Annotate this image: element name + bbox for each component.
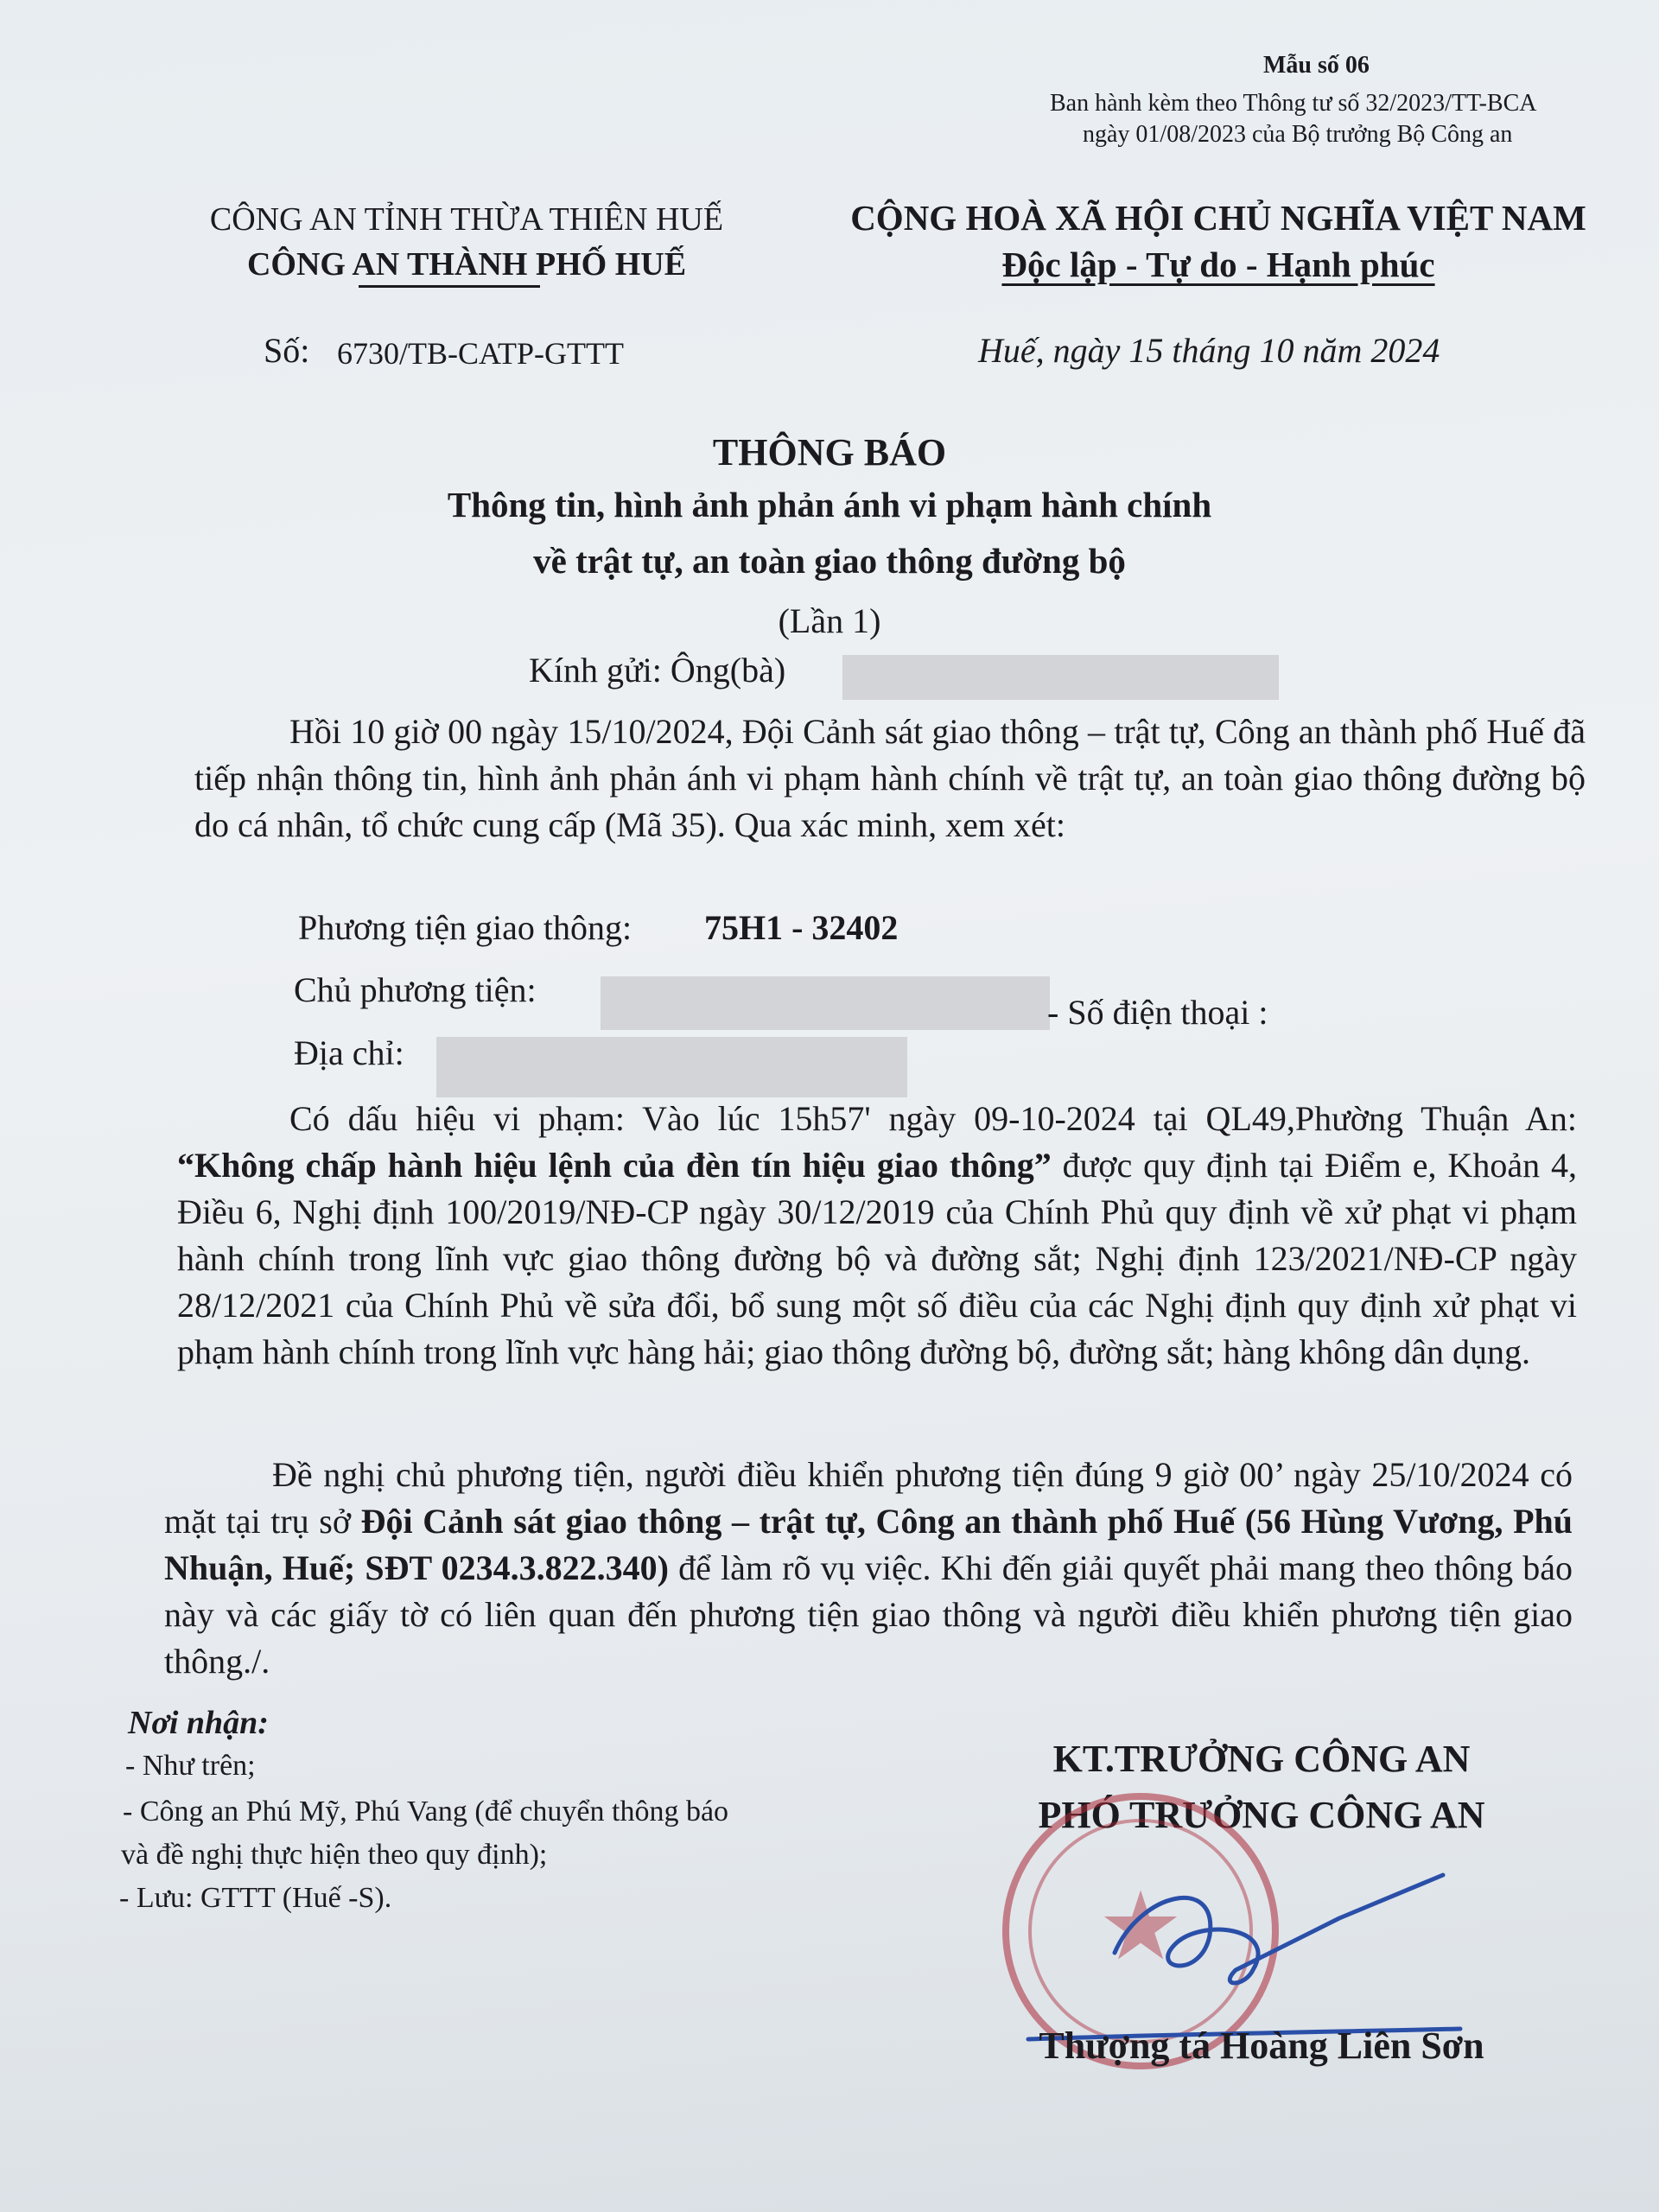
signer-role-2: PHÓ TRƯỞNG CÔNG AN	[1038, 1794, 1485, 1836]
violation-offense: “Không chấp hành hiệu lệnh của đèn tín hiệu giao thông”	[177, 1146, 1052, 1185]
national-motto: Độc lập - Tự do - Hạnh phúc	[1001, 245, 1435, 284]
form-number: Mẫu số 06	[1263, 52, 1370, 79]
violation-paragraph	[177, 1096, 1577, 1376]
recipient-line-4: - Lưu: GTTT (Huế -S).	[119, 1882, 392, 1914]
agency-underline	[359, 285, 540, 288]
intro-paragraph	[194, 709, 1586, 849]
violation-suffix: được quy định tại Điểm e, Khoản 4, Điều 6, Nghị định 100/2019/NĐ-CP ngày 30/12/2019 của Chính Phủ quy định về xử phạt vi phạm hành chính trong lĩnh vực giao thông đường bộ và đường sắt; Nghị định 123/2021/NĐ-CP ngày 28/12/2021 của Chính Phủ về sửa đổi, bổ sung một số điều của các Nghị định quy định xử phạt vi phạm hành chính trong lĩnh vực hàng hải; giao thông đường bộ, đường sắt; hàng không dân dụng.	[177, 1146, 1577, 1371]
recipient-line-2: - Công an Phú Mỹ, Phú Vang (để chuyển thông báo	[123, 1796, 729, 1827]
request-suffix: để làm rõ vụ việc. Khi đến giải quyết phải mang theo thông báo này và các giấy tờ có liên quan đến phương tiện giao thông và người điều khiển phương tiện giao thông./.	[164, 1548, 1573, 1681]
doc-subtitle-1: Thông tin, hình ảnh phản ánh vi phạm hành chính	[447, 485, 1212, 524]
doc-number-label: Số:	[264, 331, 310, 370]
place-date: Huế, ngày 15 tháng 10 năm 2024	[978, 331, 1440, 370]
form-issued-line1: Ban hành kèm theo Thông tư số 32/2023/TT-BCA	[1050, 90, 1537, 117]
signer-role-1: KT.TRƯỞNG CÔNG AN	[1052, 1738, 1471, 1780]
addressee-redaction	[842, 655, 1279, 700]
country-name: CỘNG HOÀ XÃ HỘI CHỦ NGHĨA VIỆT NAM	[850, 198, 1586, 238]
signer-name: Thượng tá Hoàng Liên Sơn	[1039, 2024, 1484, 2067]
doc-title: THÔNG BÁO	[712, 431, 947, 474]
doc-subtitle-2: về trật tự, an toàn giao thông đường bộ	[533, 541, 1126, 581]
intro-text: Hồi 10 giờ 00 ngày 15/10/2024, Đội Cảnh sát giao thông – trật tự, Công an thành phố Huế đã tiếp nhận thông tin, hình ảnh phản ánh vi phạm hành chính về trật tự, an toàn giao thông đường bộ do cá nhân, tổ chức cung cấp (Mã 35). Qua xác minh, xem xét:	[194, 712, 1586, 844]
request-paragraph	[164, 1452, 1573, 1685]
vehicle-label: Phương tiện giao thông:	[298, 908, 632, 947]
phone-label: - Số điện thoại :	[1047, 993, 1268, 1032]
owner-redaction	[601, 976, 1050, 1030]
addressee-label: Kính gửi: Ông(bà)	[529, 651, 786, 690]
recipient-line-1: - Như trên;	[125, 1750, 256, 1782]
recipients-title: Nơi nhận:	[128, 1705, 269, 1741]
request-prefix: Đề nghị chủ phương tiện, người điều khiển phương tiện đúng 9 giờ 00’ ngày 25/10/2024 có mặt tại trụ sở	[164, 1455, 1573, 1541]
vehicle-plate: 75H1 - 32402	[704, 908, 899, 947]
address-redaction	[436, 1037, 907, 1097]
recipient-line-3: và đề nghị thực hiện theo quy định);	[121, 1839, 548, 1871]
violation-prefix: Có dấu hiệu vi phạm: Vào lúc 15h57' ngày 09-10-2024 tại QL49,Phường Thuận An:	[289, 1099, 1577, 1138]
request-office: Đội Cảnh sát giao thông – trật tự, Công an thành phố Huế (56 Hùng Vương, Phú Nhuận, Huế; SĐT 0234.3.822.340)	[164, 1502, 1573, 1587]
doc-occurrence: (Lần 1)	[778, 601, 881, 640]
form-issued-line2: ngày 01/08/2023 của Bộ trưởng Bộ Công an	[1083, 121, 1513, 148]
doc-number: 6730/TB-CATP-GTTT	[337, 336, 624, 371]
address-label: Địa chỉ:	[294, 1033, 404, 1072]
agency-parent: CÔNG AN TỈNH THỪA THIÊN HUẾ	[209, 201, 724, 238]
agency-name: CÔNG AN THÀNH PHỐ HUẾ	[246, 246, 687, 283]
owner-label: Chủ phương tiện:	[294, 970, 537, 1009]
seal-star-icon: ★	[1097, 1874, 1184, 1980]
